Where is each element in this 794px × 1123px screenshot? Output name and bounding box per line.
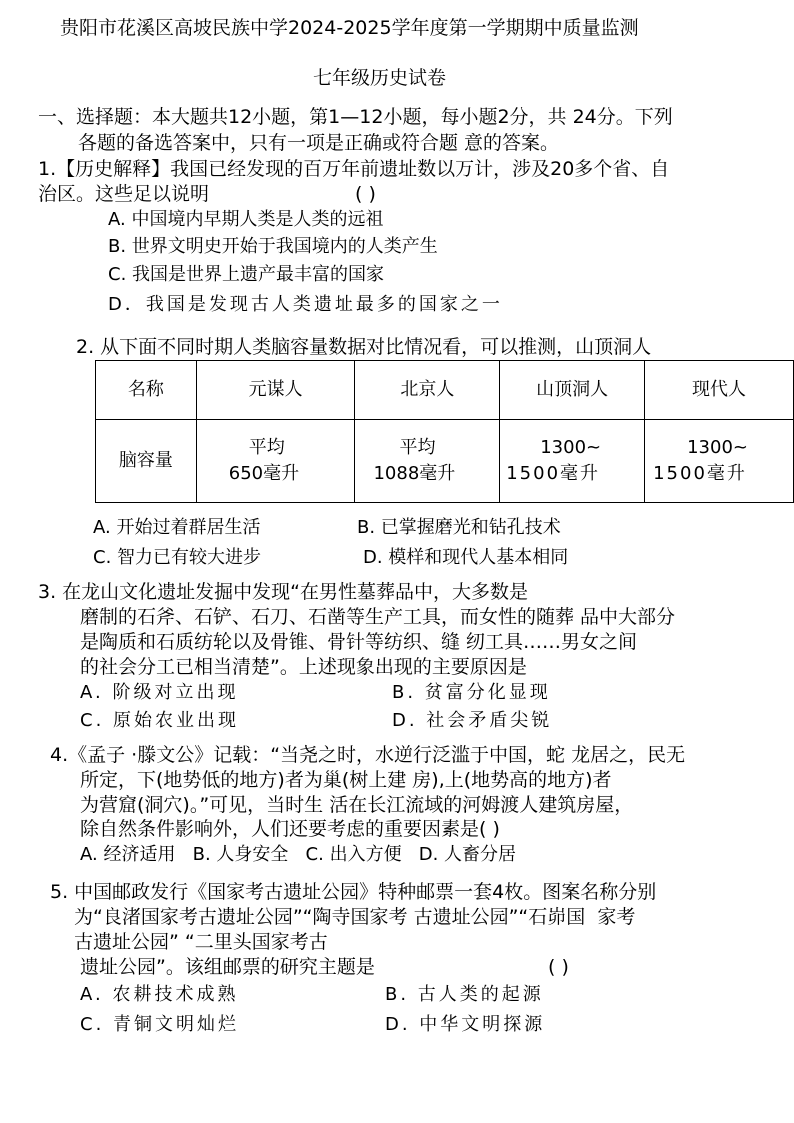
q4-options: A. 经济适用 B. 人身安全 C. 出入方便 D. 人畜分居 — [80, 844, 517, 865]
q5-answer-blank: ( ) — [548, 956, 569, 978]
q2-option-a: A. 开始过着群居生活 — [93, 517, 261, 538]
cell-line: 1300~ — [687, 437, 748, 458]
q2-stem: 2. 从下面不同时期人类脑容量数据对比情况看，可以推测，山顶洞人 — [76, 336, 652, 358]
q5-stem-line2: 为“良渚国家考古遗址公园”“陶寺国家考 古遗址公园”“石峁国 家考 — [74, 906, 636, 928]
q1-stem-line2: 治区。这些足以说明 — [38, 183, 210, 205]
table-cell-beijing — [355, 420, 500, 503]
q1-option-d: D．我国是发现古人类遗址最多的国家之一 — [108, 294, 503, 315]
cell-line: 1500毫升 — [506, 463, 601, 484]
q2-option-c: C. 智力已有较大进步 — [93, 547, 262, 568]
q3-option-c: C. 原始农业出现 — [80, 710, 240, 731]
q2-option-b: B. 已掌握磨光和钻孔技术 — [357, 517, 561, 538]
q5-stem-line4: 遗址公园”。该组邮票的研究主题是 — [80, 956, 375, 978]
q3-stem-line3: 是陶质和石质纺轮以及骨锥、骨针等纺织、缝 纫工具……男女之间 — [80, 631, 638, 653]
q2-option-d: D. 模样和现代人基本相同 — [363, 547, 569, 568]
table-cell-shandingdong — [500, 420, 645, 503]
table-cell-modern — [645, 420, 794, 503]
cell-line: 650毫升 — [228, 463, 300, 484]
q4-stem-line4: 除自然条件影响外，人们还要考虑的重要因素是( ) — [80, 818, 500, 840]
table-header-cell: 名称 — [96, 361, 197, 420]
cell-line: 1088毫升 — [373, 463, 456, 484]
q5-option-c: C. 青铜文明灿烂 — [80, 1014, 240, 1035]
cell-line: 1500毫升 — [653, 463, 747, 484]
table-row-label: 脑容量 — [96, 420, 197, 503]
brain-capacity-table — [95, 360, 794, 503]
q3-stem-line4: 的社会分工已相当清楚”。上述现象出现的主要原因是 — [80, 656, 527, 678]
table-row — [96, 420, 794, 503]
section-instructions-line1: 一、选择题：本大题共12小题，第1—12小题，每小题2分，共 24分。下列 — [38, 106, 673, 128]
q5-option-b: B. 古人类的起源 — [385, 984, 544, 1005]
q1-option-c: C. 我国是世界上遗产最丰富的国家 — [108, 264, 385, 285]
table-header-cell: 北京人 — [355, 361, 500, 420]
table-header-cell: 现代人 — [645, 361, 794, 420]
q4-stem-line3: 为营窟(洞穴)。”可见，当时生 活在长江流域的河姆渡人建筑房屋， — [80, 794, 634, 816]
q1-option-a: A. 中国境内早期人类是人类的远祖 — [108, 209, 384, 230]
section-instructions-line2: 各题的备选答案中，只有一项是正确或符合题 意的答案。 — [78, 132, 560, 154]
q5-option-a: A. 农耕技术成熟 — [80, 984, 239, 1005]
q3-option-a: A. 阶级对立出现 — [80, 682, 239, 703]
q1-option-b: B. 世界文明史开始于我国境内的人类产生 — [108, 236, 438, 257]
cell-line: 1300~ — [540, 437, 602, 458]
school-title: 贵阳市花溪区高坡民族中学2024-2025学年度第一学期期中质量监测 — [60, 17, 639, 39]
q1-answer-blank: ( ) — [355, 183, 376, 205]
q4-stem-line1: 4.《孟子 ·滕文公》记载：“当尧之时，水逆行泛滥于中国，蛇 龙居之，民无 — [50, 744, 686, 766]
q3-stem-line1: 3. 在龙山文化遗址发掘中发现“在男性墓葬品中，大多数是 — [38, 581, 529, 603]
q5-option-d: D. 中华文明探源 — [385, 1014, 546, 1035]
q3-stem-line2: 磨制的石斧、石铲、石刀、石凿等生产工具，而女性的随葬 品中大部分 — [80, 606, 676, 628]
q3-option-d: D. 社会矛盾尖锐 — [392, 710, 553, 731]
paper-title: 七年级历史试卷 — [313, 67, 447, 89]
cell-line: 平均 — [248, 437, 285, 458]
q1-stem-line1: 1.【历史解释】我国已经发现的百万年前遗址数以万计，涉及20多个省、自 — [38, 158, 670, 180]
table-header-row — [96, 361, 794, 420]
table-header-cell: 山顶洞人 — [500, 361, 645, 420]
q5-stem-line1: 5. 中国邮政发行《国家考古遗址公园》特种邮票一套4枚。图案名称分别 — [50, 881, 657, 903]
table-cell-yuanmou — [196, 420, 355, 503]
table-header-cell: 元谋人 — [196, 361, 355, 420]
q5-stem-line3: 古遗址公园” “二里头国家考古 — [74, 931, 328, 953]
q4-stem-line2: 所定，下(地势低的地方)者为巢(树上建 房),上(地势高的地方)者 — [80, 769, 612, 791]
cell-line: 平均 — [399, 437, 436, 458]
q3-option-b: B. 贫富分化显现 — [392, 682, 551, 703]
